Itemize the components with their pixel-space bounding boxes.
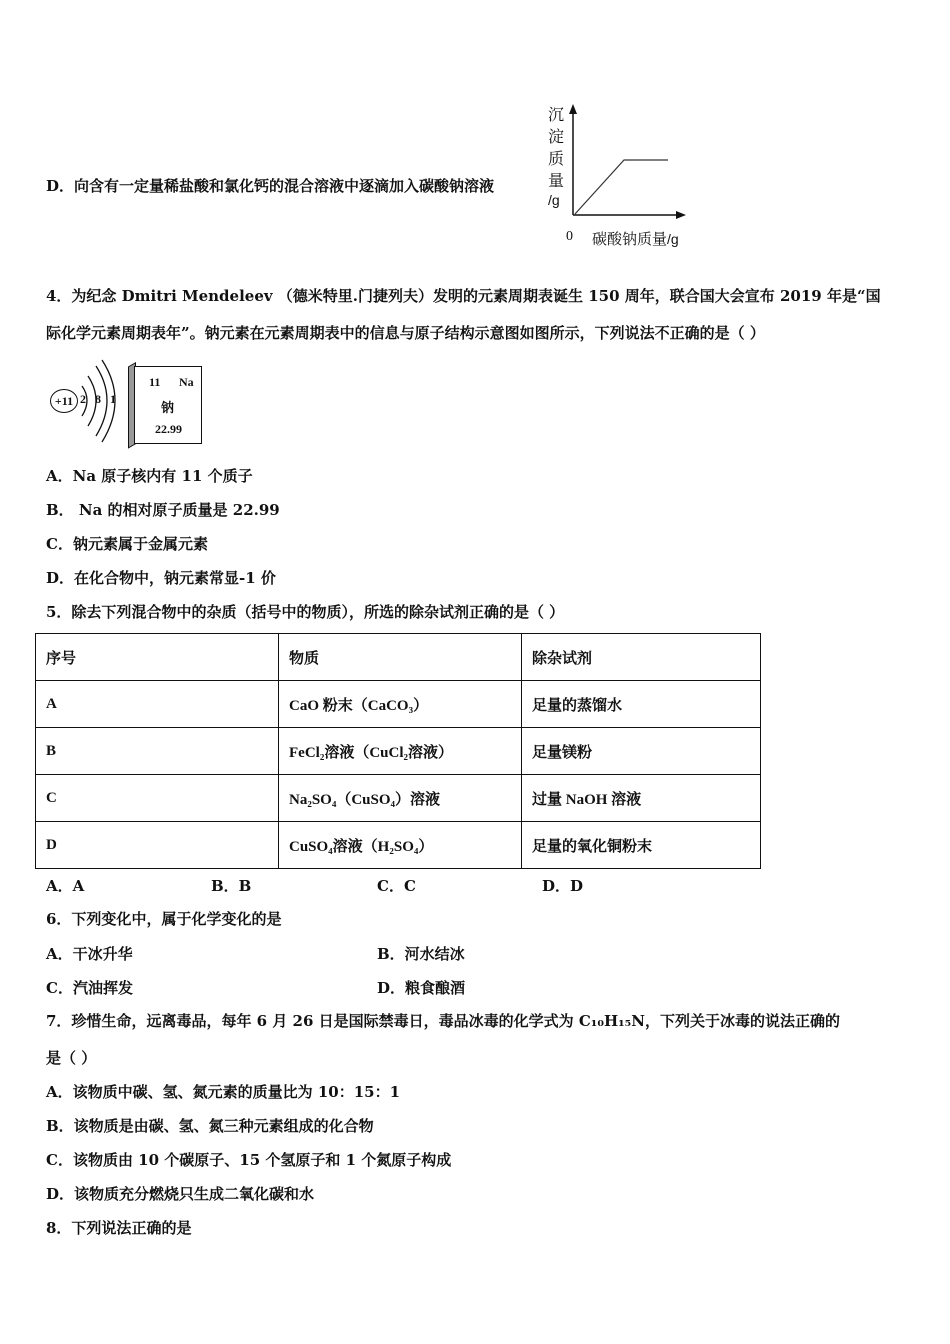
q7-option-a: A．该物质中碳、氢、氮元素的质量比为 10：15：1	[46, 1083, 401, 1101]
q6-option-d: D．粮食酿酒	[377, 979, 466, 997]
periodic-element-card	[128, 362, 202, 444]
q5-option-b: B．B	[211, 877, 252, 895]
q6-stem: 6．下列变化中，属于化学变化的是	[46, 910, 282, 928]
x-axis-label: 碳酸钠质量/g	[592, 230, 679, 248]
q6-option-a: A．干冰升华	[46, 945, 133, 963]
origin-label: 0	[566, 229, 573, 244]
table-cell: 足量的蒸馏水	[522, 681, 761, 728]
table-header-row	[36, 634, 761, 681]
table-row	[36, 775, 761, 822]
header-cell: 除杂试剂	[522, 634, 761, 681]
q3-option-d: D．向含有一定量稀盐酸和氯化钙的混合溶液中逐滴加入碳酸钠溶液	[46, 177, 495, 195]
table-cell: D	[36, 822, 279, 869]
table-cell: B	[36, 728, 279, 775]
y-axis-label: 沉淀质量	[548, 105, 565, 190]
q4-stem-line1: 4．为纪念 Dmitri Mendeleev （德米特里.门捷列夫）发明的元素周期表诞生 150 周年，联合国大会宣布 2019 年是“国	[46, 287, 881, 305]
q4-option-a: A．Na 原子核内有 11 个质子	[46, 467, 253, 485]
precipitate-graph	[540, 100, 710, 250]
q7-option-b: B．该物质是由碳、氢、氮三种元素组成的化合物	[46, 1117, 374, 1135]
atomic-number: 11	[149, 375, 161, 389]
electron-counts: 2 8 1	[80, 392, 119, 406]
table-row	[36, 728, 761, 775]
q7-stem-line1: 7．珍惜生命，远离毒品，每年 6 月 26 日是国际禁毒日，毒品冰毒的化学式为 C₁₀H₁₅N，下列关于冰毒的说法正确的	[46, 1012, 840, 1030]
table-row	[36, 822, 761, 869]
table-cell: 足量的氧化铜粉末	[522, 822, 761, 869]
table-cell: 过量 NaOH 溶液	[522, 775, 761, 822]
q6-option-c: C．汽油挥发	[46, 979, 133, 997]
table-cell: Na₂SO₄（CuSO₄）溶液	[279, 775, 522, 822]
q5-option-c: C．C	[377, 877, 416, 895]
atomic-mass: 22.99	[155, 422, 182, 436]
table-row	[36, 681, 761, 728]
header-cell: 物质	[279, 634, 522, 681]
table-cell: CaO 粉末（CaCO₃）	[279, 681, 522, 728]
table-cell: FeCl₂溶液（CuCl₂溶液）	[279, 728, 522, 775]
y-axis-unit: /g	[548, 192, 560, 208]
table-cell: CuSO₄溶液（H₂SO₄）	[279, 822, 522, 869]
nucleus-label: +11	[50, 389, 78, 413]
q5-option-d: D．D	[542, 877, 584, 895]
table-cell: 足量镁粉	[522, 728, 761, 775]
q7-option-d: D．该物质充分燃烧只生成二氧化碳和水	[46, 1185, 315, 1203]
atom-structure-diagram	[46, 358, 126, 444]
q5-option-a: A．A	[46, 877, 85, 895]
table-cell: A	[36, 681, 279, 728]
q4-option-b: B． Na 的相对原子质量是 22.99	[46, 501, 280, 519]
q4-option-d: D．在化合物中，钠元素常显-1 价	[46, 569, 276, 587]
q7-stem-line2: 是（ ）	[46, 1049, 97, 1067]
q4-stem-line2: 际化学元素周期表年”。钠元素在元素周期表中的信息与原子结构示意图如图所示，下列说法不正确的是（ ）	[46, 324, 765, 342]
q7-option-c: C．该物质由 10 个碳原子、15 个氢原子和 1 个氮原子构成	[46, 1151, 452, 1169]
reagent-table	[35, 633, 761, 869]
element-symbol: Na	[179, 375, 194, 389]
q5-stem: 5．除去下列混合物中的杂质（括号中的物质），所选的除杂试剂正确的是（ ）	[46, 603, 565, 621]
q4-option-c: C．钠元素属于金属元素	[46, 535, 208, 553]
table-cell: C	[36, 775, 279, 822]
header-cell: 序号	[36, 634, 279, 681]
q8-stem: 8．下列说法正确的是	[46, 1219, 192, 1237]
element-name: 钠	[161, 400, 175, 415]
q6-option-b: B．河水结冰	[377, 945, 465, 963]
